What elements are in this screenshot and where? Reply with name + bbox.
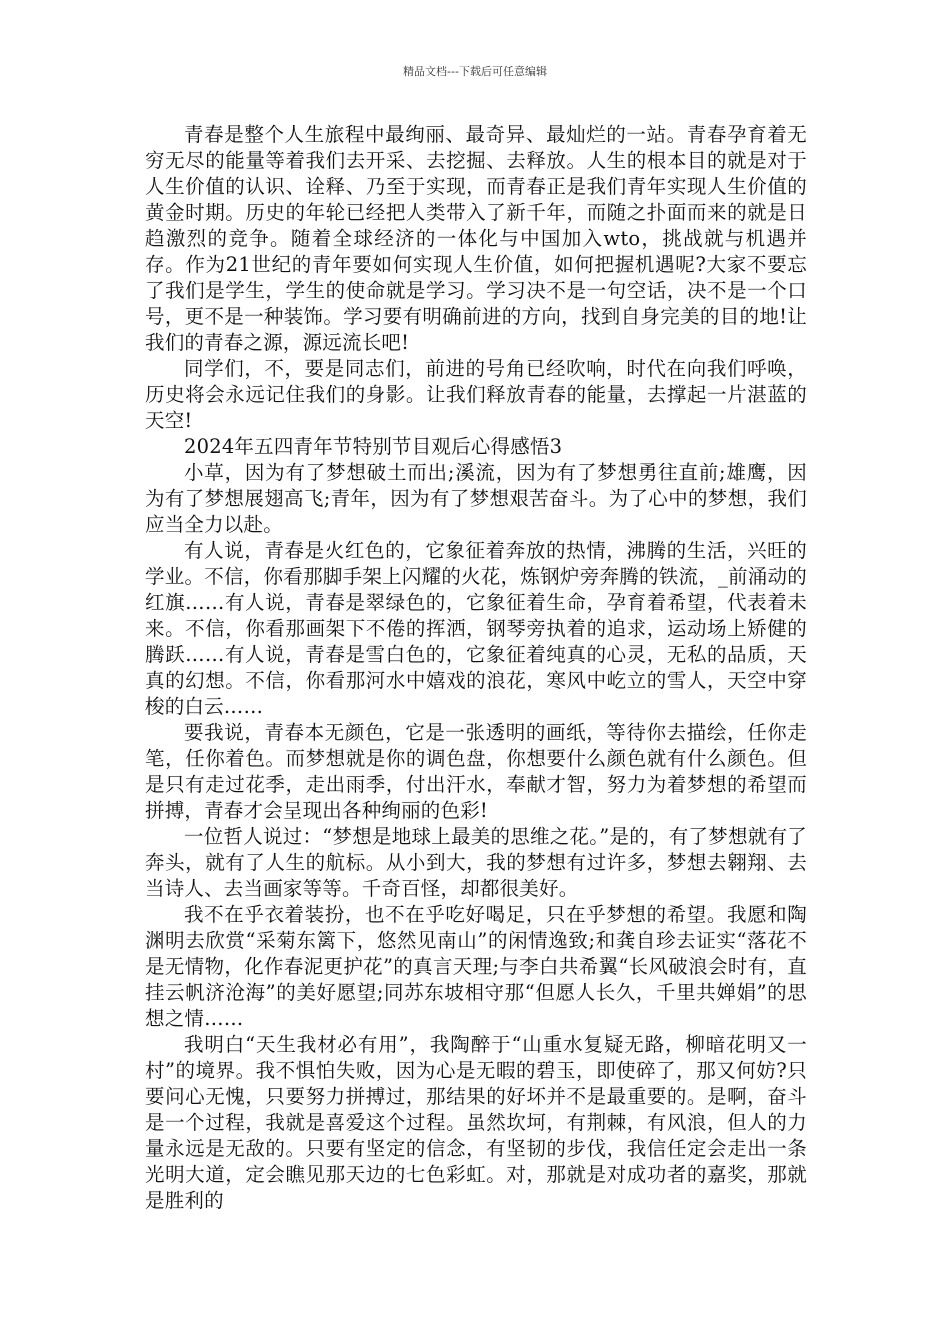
paragraph-1: 青春是整个人生旅程中最绚丽、最奇异、最灿烂的一站。青春孕育着无穷无尽的能量等着我们去开采、去挖掘、去释放。人生的根本目的就是对于人生价值的认识、诠释、乃至于实现，而青春正是我们青年实现人生价值的黄金时期。历史的年轮已经把人类带入了新千年，而随之扑面而来的就是日趋激烈的竞争。随着全球经济的一体化与中国加入wto，挑战就与机遇并存。作为21世纪的青年要如何实现人生价值，如何把握机遇呢?大家不要忘了我们是学生，学生的使命就是学习。学习决不是一句空话，决不是一个口号，更不是一种装饰。学习要有明确前进的方向，找到自身完美的目的地!让我们的青春之源，源远流长吧! [145,123,807,354]
document-body [145,122,807,1214]
paragraph-2: 同学们，不，要是同志们，前进的号角已经吹响，时代在向我们呼唤，历史将会永远记住我们的身影。让我们释放青春的能量，去撑起一片湛蓝的天空! [145,357,807,432]
paragraph-7: 我不在乎衣着装扮，也不在乎吃好喝足，只在乎梦想的希望。我愿和陶渊明去欣赏“采菊东篱下，悠然见南山”的闲情逸致;和龚自珍去证实“落花不是无情物，化作春泥更护花”的真言天理;与李白共希翼“长风破浪会时有，直挂云帆济沧海”的美好愿望;同苏东坡相守那“但愿人长久，千里共婵娟”的思想之情…… [145,903,807,1030]
page-header: 精品文档---下载后可任意编辑 [403,65,547,78]
paragraph-6: 一位哲人说过：“梦想是地球上最美的思维之花。”是的，有了梦想就有了奔头，就有了人生的航标。从小到大，我的梦想有过许多，梦想去翱翔、去当诗人、去当画家等等。千奇百怪，却都很美好。 [145,825,807,900]
paragraph-3: 小草，因为有了梦想破土而出;溪流，因为有了梦想勇往直前;雄鹰，因为有了梦想展翅高飞;青年，因为有了梦想艰苦奋斗。为了心中的梦想，我们应当全力以赴。 [145,461,807,536]
paragraph-8: 我明白“天生我材必有用”，我陶醉于“山重水复疑无路，柳暗花明又一村”的境界。我不惧怕失败，因为心是无暇的碧玉，即使碎了，那又何妨?只要问心无愧，只要努力拼搏过，那结果的好坏并不是最重要的。是啊，奋斗是一个过程，我就是喜爱这个过程。虽然坎坷，有荆棘，有风浪，但人的力量永远是无敌的。只要有坚定的信念，有坚韧的步伐，我信任定会走出一条光明大道，定会瞧见那天边的七色彩虹。对，那就是对成功者的嘉奖，那就是胜利的 [145,1033,807,1212]
paragraph-4: 有人说，青春是火红色的，它象征着奔放的热情，沸腾的生活，兴旺的学业。不信，你看那脚手架上闪耀的火花，炼钢炉旁奔腾的铁流，_前涌动的红旗……有人说，青春是翠绿色的，它象征着生命，孕育着希望，代表着未来。不信，你看那画架下不倦的挥洒，钢琴旁执着的追求，运动场上矫健的腾跃……有人说，青春是雪白色的，它象征着纯真的心灵，无私的品质，天真的幻想。不信，你看那河水中嬉戏的浪花，寒风中屹立的雪人，天空中穿梭的白云…… [145,539,807,718]
paragraph-5: 要我说，青春本无颜色，它是一张透明的画纸，等待你去描绘，任你走笔，任你着色。而梦想就是你的调色盘，你想要什么颜色就有什么颜色。但是只有走过花季，走出雨季，付出汗水，奉献才智，努力为着梦想的希望而拼搏，青春才会呈现出各种绚丽的色彩! [145,721,807,822]
section-heading: 2024年五四青年节特别节目观后心得感悟3 [184,435,563,458]
